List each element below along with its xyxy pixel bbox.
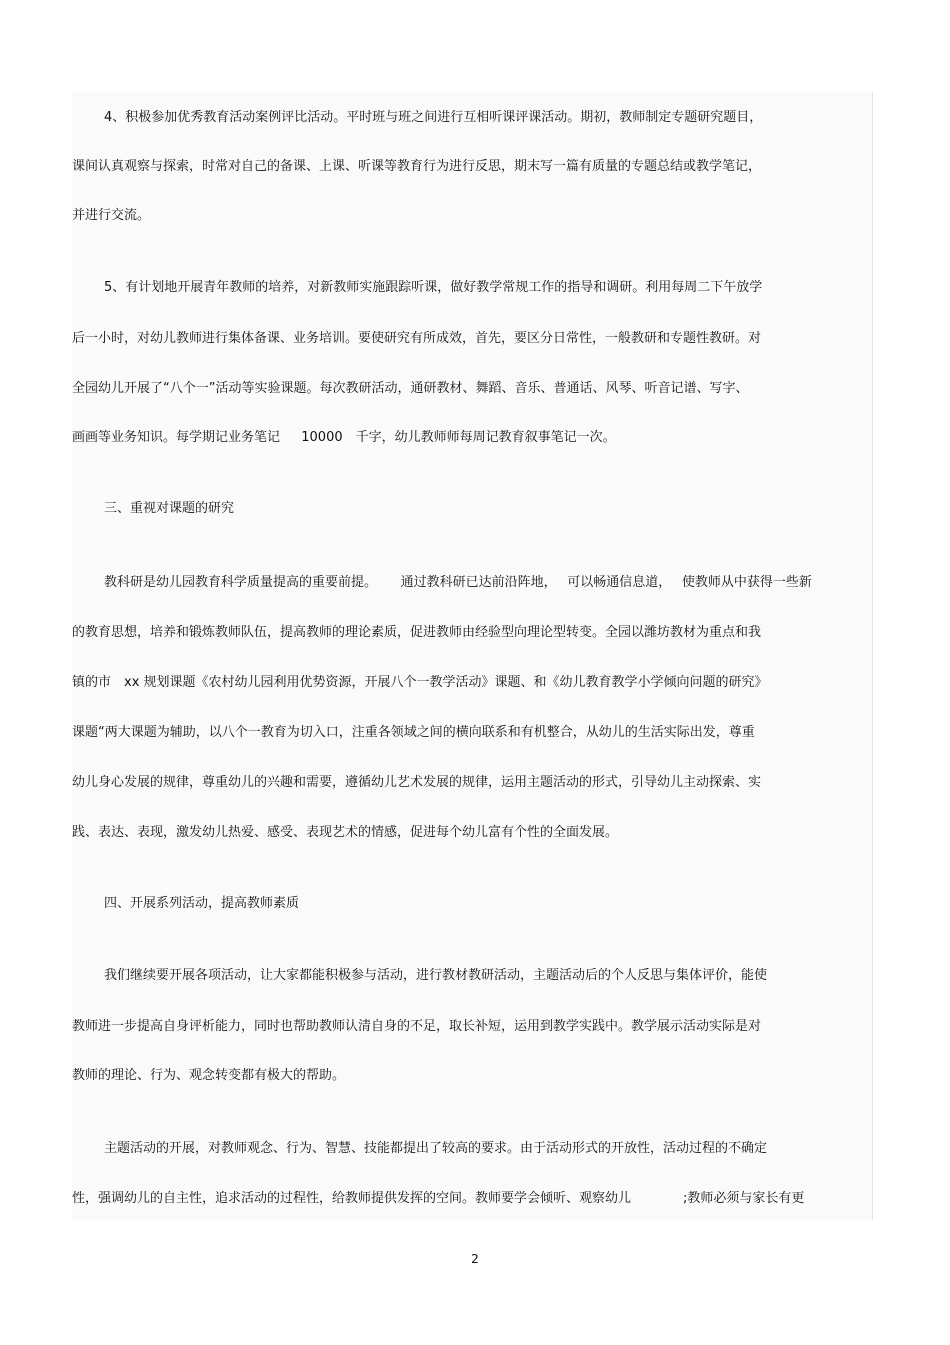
section-heading: 四、开展系列活动，提高教师素质 xyxy=(104,896,300,911)
paragraph-line: 5、有计划地开展青年教师的培养，对新教师实施跟踪听课，做好教学常规工作的指导和调研。利用每周二下午放学 xyxy=(104,280,763,295)
paragraph-line: 并进行交流。 xyxy=(72,208,151,223)
paragraph-line: 课题“两大课题为辅助，以八个一教育为切入口，注重各领域之间的横向联系和有机整合，从幼儿的生活实际出发，尊重 xyxy=(72,725,755,740)
paragraph-line: 课间认真观察与探索，时常对自己的备课、上课、听课等教育行为进行反思，期末写一篇有质量的专题总结或教学笔记， xyxy=(72,159,762,174)
paragraph-line: 画画等业务知识。每学期记业务笔记 10000 千字，幼儿教师师每周记教育叙事笔记一次。 xyxy=(72,430,616,445)
paragraph-line: 性，强调幼儿的自主性，追求活动的过程性，给教师提供发挥的空间。教师要学会倾听、观察幼儿 ;教师必须与家长有更 xyxy=(72,1191,805,1206)
paragraph-line: 镇的市 xx 规划课题《农村幼儿园利用优势资源，开展八个一教学活动》课题、和《幼儿教育教学小学倾向问题的研究》 xyxy=(72,675,768,690)
paragraph-line: 践、表达、表现，激发幼儿热爱、感受、表现艺术的情感，促进每个幼儿富有个性的全面发展。 xyxy=(72,825,619,840)
paragraph-line: 教科研是幼儿园教育科学质量提高的重要前提。 通过教科研已达前沿阵地， 可以畅通信息道， 使教师从中获得一些新 xyxy=(104,575,812,590)
paragraph-line: 幼儿身心发展的规律，尊重幼儿的兴趣和需要，遵循幼儿艺术发展的规律，运用主题活动的形式，引导幼儿主动探索、实 xyxy=(72,775,762,790)
paragraph-line: 教师的理论、行为、观念转变都有极大的帮助。 xyxy=(72,1068,346,1083)
page-number: 2 xyxy=(471,1252,479,1266)
paragraph-line: 的教育思想，培养和锻炼教师队伍，提高教师的理论素质，促进教师由经验型向理论型转变。全园以潍坊教材为重点和我 xyxy=(72,625,762,640)
paragraph-line: 4、积极参加优秀教育活动案例评比活动。平时班与班之间进行互相听课评课活动。期初，教师制定专题研究题目， xyxy=(104,110,763,125)
paragraph-line: 教师进一步提高自身评析能力，同时也帮助教师认清自身的不足，取长补短，运用到教学实践中。教学展示活动实际是对 xyxy=(72,1019,762,1034)
section-heading: 三、重视对课题的研究 xyxy=(104,501,235,516)
paragraph-line: 我们继续要开展各项活动，让大家都能积极参与活动，进行教材教研活动，主题活动后的个人反思与集体评价，能使 xyxy=(104,968,768,983)
paragraph-line: 主题活动的开展，对教师观念、行为、智慧、技能都提出了较高的要求。由于活动形式的开放性，活动过程的不确定 xyxy=(104,1141,768,1156)
paragraph-line: 后一小时，对幼儿教师进行集体备课、业务培训。要使研究有所成效，首先，要区分日常性，一般教研和专题性教研。对 xyxy=(72,331,762,346)
paragraph-line: 全园幼儿开展了“八个一”活动等实验课题。每次教研活动，通研教材、舞蹈、音乐、普通话、风琴、听音记谱、写字、 xyxy=(72,381,749,396)
page-content-area xyxy=(72,92,873,1220)
